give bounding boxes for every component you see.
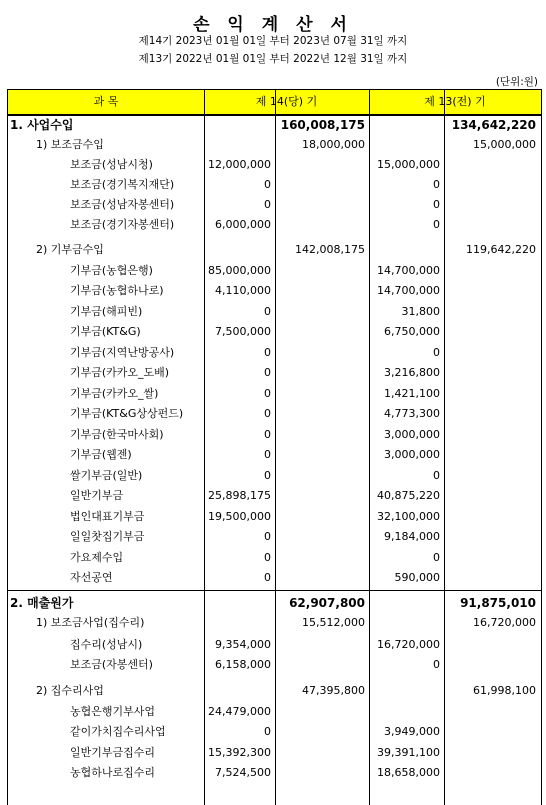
current-detail-amount: 24,479,000 — [208, 705, 271, 718]
prior-detail-amount: 0 — [433, 346, 440, 359]
row-label: 일일찻집기부금 — [70, 530, 145, 543]
row-label: 쌀기부금(일반) — [70, 469, 143, 482]
row-label: 1) 보조금수입 — [36, 138, 104, 151]
current-detail-amount: 0 — [264, 198, 271, 211]
prior-detail-amount: 15,000,000 — [377, 158, 440, 171]
prior-total-amount: 61,998,100 — [473, 684, 536, 697]
table-row — [8, 302, 541, 322]
current-total-amount: 18,000,000 — [302, 138, 365, 151]
prior-detail-amount: 4,773,300 — [384, 407, 440, 420]
table-row — [8, 743, 541, 763]
table-row — [8, 384, 541, 404]
table-row — [8, 763, 541, 783]
unit-label: (단위:원) — [495, 76, 538, 88]
prior-detail-amount: 3,949,000 — [384, 725, 440, 738]
row-label: 보조금(성남시청) — [70, 158, 153, 171]
table-row — [8, 322, 541, 342]
table-row — [8, 681, 541, 701]
row-label: 기부금(웹젠) — [70, 448, 132, 461]
period-current: 제14기 2023년 01월 01일 부터 2023년 07월 31일 까지 — [138, 35, 408, 47]
current-detail-amount: 9,354,000 — [215, 638, 271, 651]
prior-detail-amount: 14,700,000 — [377, 284, 440, 297]
row-label: 2. 매출원가 — [10, 596, 74, 610]
prior-total-amount: 91,875,010 — [460, 596, 536, 610]
table-row — [8, 635, 541, 655]
row-label: 농협은행기부사업 — [70, 705, 156, 718]
header-current-period: 제 14(당) 기 — [255, 95, 318, 108]
prior-detail-amount: 39,391,100 — [377, 746, 440, 759]
prior-detail-amount: 9,184,000 — [384, 530, 440, 543]
table-row — [8, 445, 541, 465]
prior-detail-amount: 3,000,000 — [384, 448, 440, 461]
prior-detail-amount: 0 — [433, 198, 440, 211]
current-detail-amount: 0 — [264, 305, 271, 318]
current-detail-amount: 25,898,175 — [208, 489, 271, 502]
current-detail-amount: 7,524,500 — [215, 766, 271, 779]
current-detail-amount: 15,392,300 — [208, 746, 271, 759]
table-row — [8, 568, 541, 588]
current-detail-amount: 0 — [264, 366, 271, 379]
current-detail-amount: 0 — [264, 725, 271, 738]
prior-detail-amount: 18,658,000 — [377, 766, 440, 779]
current-detail-amount: 6,000,000 — [215, 218, 271, 231]
table-row — [8, 135, 541, 155]
row-label: 기부금(한국마사회) — [70, 428, 164, 441]
prior-detail-amount — [369, 702, 440, 722]
table-row — [8, 425, 541, 445]
current-detail-amount: 0 — [264, 448, 271, 461]
current-detail-amount: 0 — [264, 178, 271, 191]
row-label: 1. 사업수입 — [10, 118, 74, 132]
prior-detail-amount: 590,000 — [394, 571, 440, 584]
table-row — [8, 593, 541, 613]
current-detail-amount: 0 — [264, 530, 271, 543]
table-row — [8, 466, 541, 486]
row-label: 농협하나로집수리 — [70, 766, 156, 779]
prior-total-amount: 119,642,220 — [466, 243, 536, 256]
table-row — [8, 240, 541, 260]
row-label: 기부금(KT&G) — [70, 325, 141, 338]
current-detail-amount: 4,110,000 — [215, 284, 271, 297]
row-label: 같이가치집수리사업 — [70, 725, 166, 738]
current-total-amount: 160,008,175 — [280, 118, 365, 132]
prior-detail-amount: 0 — [433, 469, 440, 482]
row-label: 보조금(성남자봉센터) — [70, 198, 175, 211]
current-detail-amount: 0 — [264, 346, 271, 359]
current-detail-amount: 0 — [264, 571, 271, 584]
row-label: 보조금(경기자봉센터) — [70, 218, 175, 231]
row-label: 법인대표기부금 — [70, 510, 145, 523]
prior-total-amount: 15,000,000 — [473, 138, 536, 151]
row-label: 2) 기부금수입 — [36, 243, 104, 256]
current-detail-amount: 7,500,000 — [215, 325, 271, 338]
row-label: 기부금(카카오_쌀) — [70, 387, 159, 400]
prior-detail-amount: 16,720,000 — [377, 638, 440, 651]
table-row — [8, 722, 541, 742]
row-label: 기부금(농협하나로) — [70, 284, 164, 297]
table-row — [8, 548, 541, 568]
row-label: 보조금(경기복지재단) — [70, 178, 175, 191]
prior-detail-amount: 1,421,100 — [384, 387, 440, 400]
table-row — [8, 655, 541, 675]
table-row — [8, 281, 541, 301]
prior-detail-amount: 32,100,000 — [377, 510, 440, 523]
current-detail-amount: 0 — [264, 428, 271, 441]
row-label: 기부금(카카오_도배) — [70, 366, 170, 379]
prior-detail-amount: 3,216,800 — [384, 366, 440, 379]
current-total-amount: 142,008,175 — [295, 243, 365, 256]
row-label: 집수리(성남시) — [70, 638, 143, 651]
prior-detail-amount: 14,700,000 — [377, 264, 440, 277]
table-row — [8, 507, 541, 527]
current-detail-amount: 6,158,000 — [215, 658, 271, 671]
current-total-amount: 62,907,800 — [289, 596, 365, 610]
section-divider — [8, 590, 541, 591]
prior-detail-amount: 31,800 — [401, 305, 440, 318]
current-detail-amount: 85,000,000 — [208, 264, 271, 277]
prior-detail-amount: 40,875,220 — [377, 489, 440, 502]
table-row — [8, 527, 541, 547]
prior-detail-amount: 0 — [433, 551, 440, 564]
current-detail-amount: 0 — [264, 469, 271, 482]
prior-detail-amount: 0 — [433, 218, 440, 231]
income-statement-table — [7, 89, 542, 805]
prior-total-amount: 134,642,220 — [451, 118, 536, 132]
prior-detail-amount: 0 — [433, 658, 440, 671]
header-prior-period: 제 13(전) 기 — [424, 95, 486, 108]
table-row — [8, 261, 541, 281]
statement-title: 손 익 계 산 서 — [193, 15, 353, 35]
row-label: 가요제수입 — [70, 551, 124, 564]
prior-detail-amount: 0 — [433, 178, 440, 191]
table-row — [8, 115, 541, 135]
current-detail-amount: 0 — [264, 387, 271, 400]
row-label: 기부금(지역난방공사) — [70, 346, 175, 359]
table-row — [8, 702, 541, 722]
current-total-amount: 15,512,000 — [302, 616, 365, 629]
row-label: 일반기부금집수리 — [70, 746, 156, 759]
row-label: 자선공연 — [70, 571, 113, 584]
prior-detail-amount: 3,000,000 — [384, 428, 440, 441]
row-label: 기부금(KT&G상상펀드) — [70, 407, 184, 420]
table-row — [8, 195, 541, 215]
row-label: 일반기부금 — [70, 489, 124, 502]
table-row — [8, 155, 541, 175]
table-row — [8, 215, 541, 235]
row-label: 2) 집수리사업 — [36, 684, 104, 697]
row-label: 기부금(농협은행) — [70, 264, 153, 277]
table-row — [8, 404, 541, 424]
row-label: 보조금(자봉센터) — [70, 658, 153, 671]
current-detail-amount: 0 — [264, 407, 271, 420]
table-row — [8, 613, 541, 633]
current-detail-amount: 0 — [264, 551, 271, 564]
current-detail-amount: 19,500,000 — [208, 510, 271, 523]
prior-total-amount: 16,720,000 — [473, 616, 536, 629]
period-prior: 제13기 2022년 01월 01일 부터 2022년 12월 31일 까지 — [138, 53, 408, 65]
prior-detail-amount: 6,750,000 — [384, 325, 440, 338]
table-row — [8, 175, 541, 195]
table-row — [8, 343, 541, 363]
current-detail-amount: 12,000,000 — [208, 158, 271, 171]
current-total-amount: 47,395,800 — [302, 684, 365, 697]
table-row — [8, 363, 541, 383]
header-subject: 과 목 — [93, 95, 119, 108]
row-label: 기부금(해피빈) — [70, 305, 143, 318]
row-label: 1) 보조금사업(집수리) — [36, 616, 145, 629]
table-row — [8, 486, 541, 506]
